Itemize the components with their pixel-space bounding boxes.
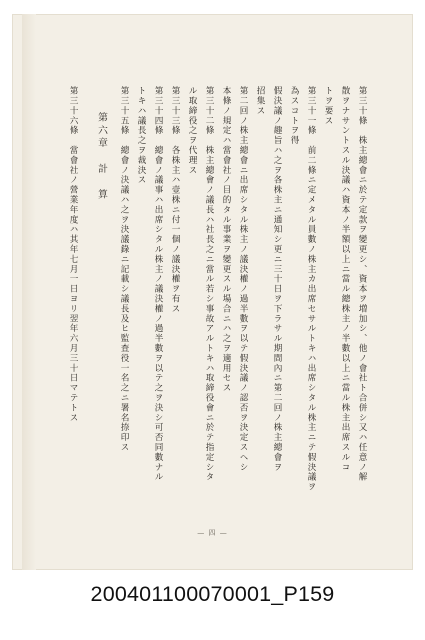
text-column: 本條ノ規定ハ當會社ノ目的タル事業ヲ變更スル場合ニハ之ヲ適用セス [221,86,231,393]
text-column: 第三十五條 總會ノ決議ハ之ヲ決議錄ニ記載シ議長及ヒ監査役一名之ニ署名捺印ス [119,86,129,453]
text-column: 散ヲナサントスル決議ハ資本ノ半額以上ニ當ル總株主ノ半數以上ニ當ル株主出席スルコ [340,86,350,473]
page-number: — 四 — [197,529,228,537]
text-column: 招集ス [255,86,265,116]
text-column: 第三十一條 前二條ニ定メタル員數ノ株主カ出席セサルトキハ出席シタル株主ニテ假決議ヲ [306,86,316,492]
text-column: トキハ議長之ヲ裁決ス [136,86,146,185]
text-column: 第三十條 株主總會ニ於テ定款ヲ變更シ、資本ヲ増加シ、他ノ會社ト合併シ又ハ任意ノ解 [357,86,367,482]
text-column: ル取締役之ヲ代理ス [187,86,197,176]
vertical-text-block [60,86,366,526]
text-column: 為スコトヲ得 [289,86,299,146]
text-column: 第三十四條 總會ノ議事ハ出席シタル株主ノ議決權ノ過半數ヲ以テ之ヲ決シ可否同數ナル [153,86,163,482]
text-column: 第三十二條 株主總會ノ議長ハ社長之ニ當ル若シ事故アルトキハ取締役會ニ於テ指定シタ [204,86,214,482]
page-binding-shadow [22,14,36,570]
chapter-heading: 第六章 計 算 [96,112,107,202]
text-column: トヲ要ス [323,86,333,126]
text-column: 第二回ノ株主總會ニ出席シタル株主ノ議決權ノ過半數ヲ以テ假決議ノ認否ヲ決定スヘシ [238,86,248,473]
text-column: 假決議ノ趣旨ハ之ヲ各株主ニ通知シ更ニ三十日ヲ下ラサル期間內ニ第二回ノ株主總會ヲ [272,86,282,473]
text-column: 第三十三條 各株主ハ壹株ニ付一個ノ議決權ヲ有ス [170,86,180,314]
text-column: 第三十六條 當會社ノ營業年度ハ其年七月一日ヨリ翌年六月三十日マテトス [68,86,78,423]
image-caption: 200401100070001_P159 [90,582,335,606]
